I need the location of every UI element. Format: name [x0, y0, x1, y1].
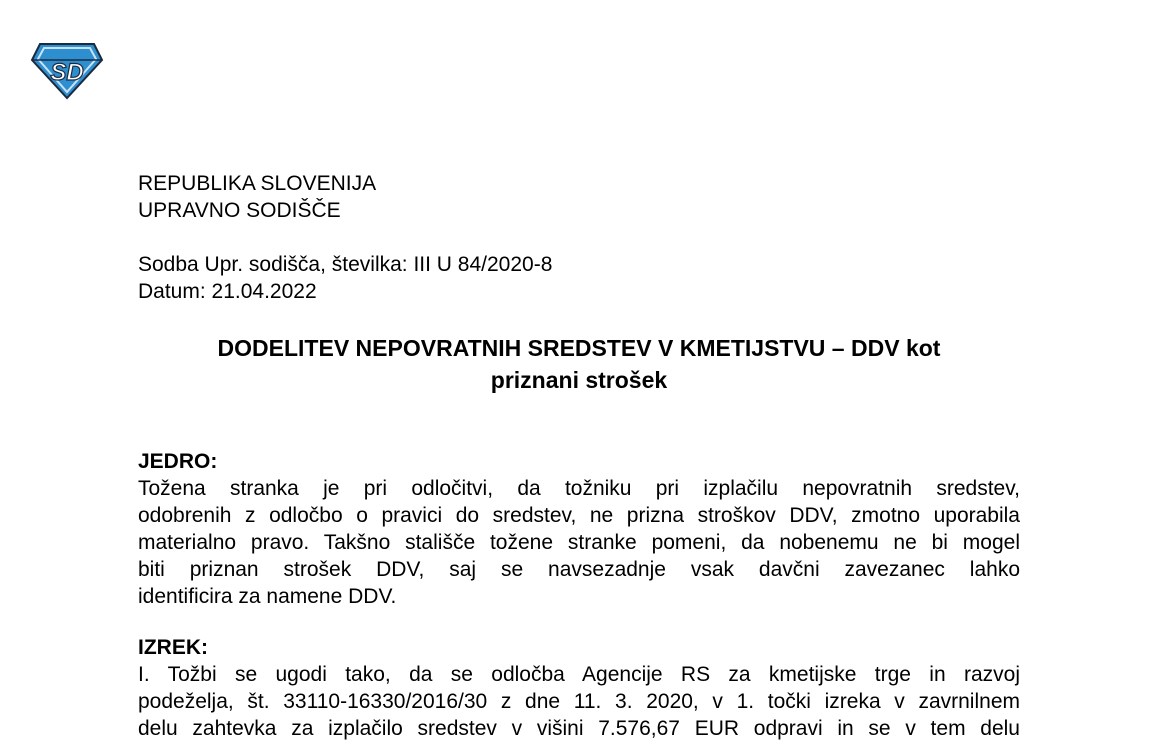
- jedro-line: identificira za namene DDV.: [138, 585, 397, 608]
- case-number: Sodba Upr. sodišča, številka: III U 84/2020-8: [138, 253, 553, 276]
- izrek-line: I. Tožbi se ugodi tako, da se odločba Agencije RS za kmetijske trge in razvoj: [138, 663, 1020, 686]
- izrek-paragraph: [138, 661, 1020, 742]
- title-line-2: priznani strošek: [490, 367, 668, 393]
- izrek-line: delu zahtevka za izplačilo sredstev v višini 7.576,67 EUR odpravi in se v tem delu: [138, 717, 1020, 740]
- title-line-1: DODELITEV NEPOVRATNIH SREDSTEV V KMETIJSTVU – DDV kot: [217, 335, 941, 361]
- court-country: REPUBLIKA SLOVENIJA: [138, 172, 377, 195]
- case-info: [138, 251, 552, 305]
- izrek-line: podeželja, št. 33110-16330/2016/30 z dne 11. 3. 2020, v 1. točki izreka v zavrnilnem: [138, 690, 1020, 713]
- jedro-line: Tožena stranka je pri odločitvi, da tožniku pri izplačilu nepovratnih sredstev,: [138, 477, 1020, 500]
- document-title: [138, 332, 1020, 396]
- court-logo: [30, 40, 104, 100]
- court-header: [138, 170, 376, 224]
- jedro-heading: JEDRO:: [138, 450, 218, 473]
- court-name: UPRAVNO SODIŠČE: [138, 199, 341, 222]
- logo-text: SD: [50, 59, 84, 86]
- case-date: Datum: 21.04.2022: [138, 280, 317, 303]
- jedro-line: odobrenih z odločbo o pravici do sredstev, ne prizna stroškov DDV, zmotno uporabila: [138, 504, 1020, 527]
- izrek-heading: IZREK:: [138, 636, 208, 659]
- jedro-line: biti priznan strošek DDV, saj se navsezadnje vsak davčni zavezanec lahko: [138, 558, 1020, 581]
- jedro-line: materialno pravo. Takšno stališče tožene stranke pomeni, da nobenemu ne bi mogel: [138, 531, 1020, 554]
- jedro-paragraph: [138, 475, 1020, 610]
